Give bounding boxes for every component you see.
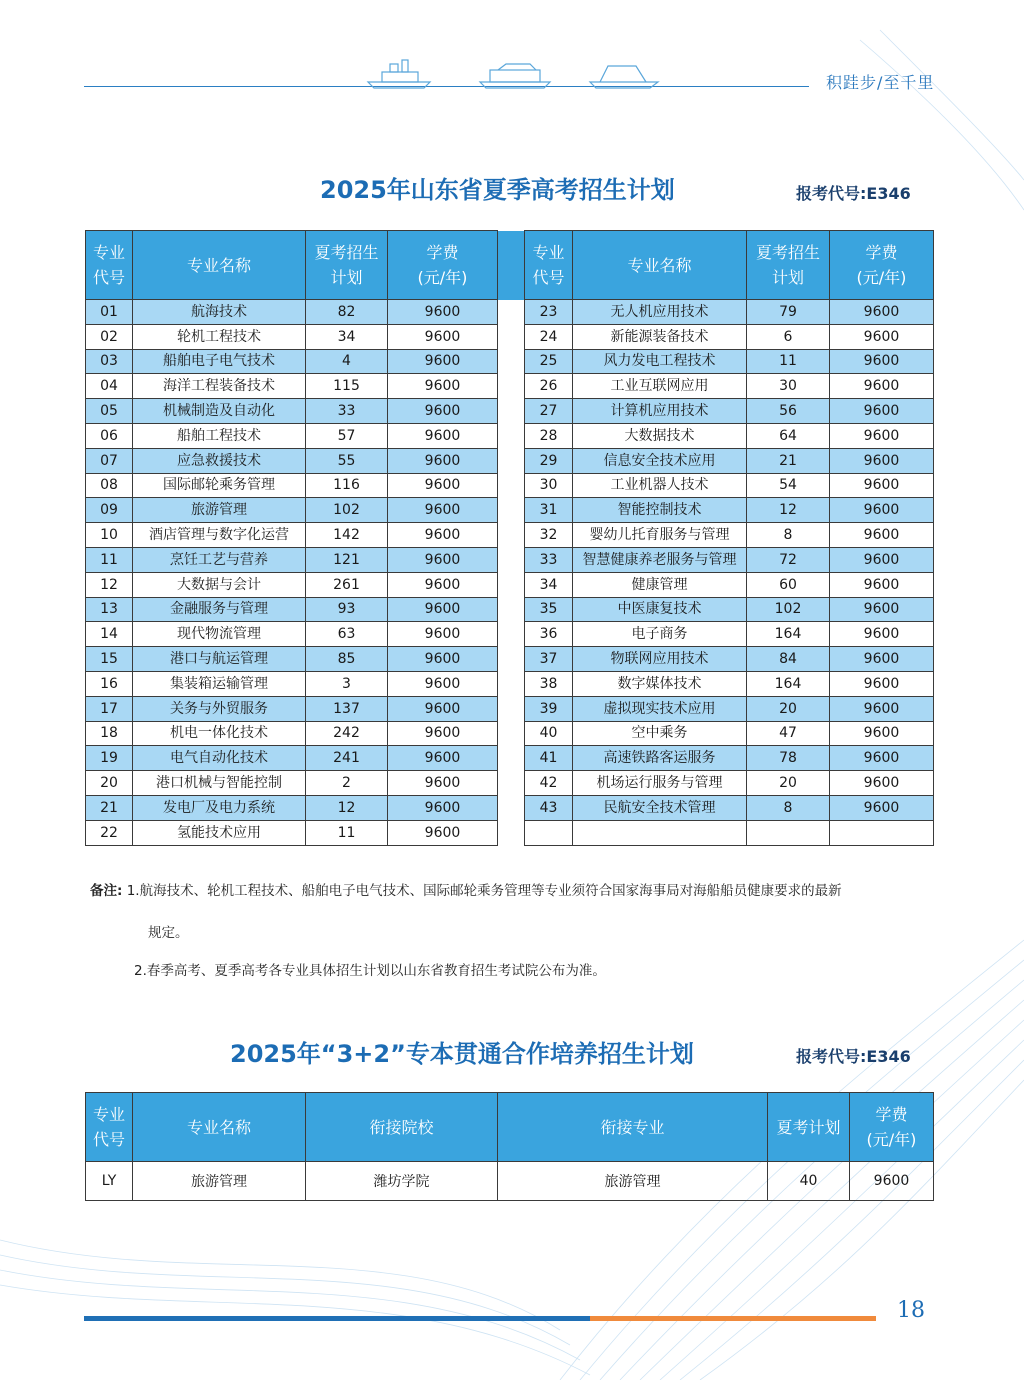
cell-fee: 9600 (830, 795, 934, 820)
cell-code: 08 (86, 473, 133, 498)
table-row (86, 671, 934, 696)
cell-fee: 9600 (850, 1162, 934, 1201)
cell-fee: 9600 (388, 696, 498, 721)
cell-quota: 6 (747, 324, 830, 349)
cell-code: 39 (525, 696, 573, 721)
cell-quota: 33 (306, 399, 388, 424)
table-row (86, 771, 934, 796)
cell-fee: 9600 (388, 746, 498, 771)
cell-quota: 164 (747, 671, 830, 696)
table-row (86, 622, 934, 647)
column-separator (498, 231, 525, 300)
cell-quota: 241 (306, 746, 388, 771)
cell-fee: 9600 (388, 399, 498, 424)
column-separator (498, 473, 525, 498)
cell-name: 大数据技术 (573, 423, 747, 448)
cell-name: 中医康复技术 (573, 597, 747, 622)
cell-code: 14 (86, 622, 133, 647)
cell-name: 酒店管理与数字化运营 (133, 523, 306, 548)
cell-fee: 9600 (830, 374, 934, 399)
cell-fee: 9600 (830, 523, 934, 548)
cell-name: 应急救援技术 (133, 448, 306, 473)
cell-code: 28 (525, 423, 573, 448)
column-separator (498, 696, 525, 721)
cell-fee: 9600 (830, 448, 934, 473)
cell-fee: 9600 (830, 473, 934, 498)
cell-code: 02 (86, 324, 133, 349)
cell-code: 19 (86, 746, 133, 771)
table-row (86, 597, 934, 622)
cell-name: 婴幼儿托育服务与管理 (573, 523, 747, 548)
through-title: 2025年“3+2”专本贯通合作培养招生计划 (230, 1040, 694, 1068)
cell-name: 现代物流管理 (133, 622, 306, 647)
cell-quota: 2 (306, 771, 388, 796)
cell-fee: 9600 (388, 795, 498, 820)
cell-name: 高速铁路客运服务 (573, 746, 747, 771)
cell-fee: 9600 (388, 622, 498, 647)
cell-name: 机械制造及自动化 (133, 399, 306, 424)
cell-fee: 9600 (388, 820, 498, 845)
table-row (86, 1162, 934, 1201)
note-1: 备注: 1.航海技术、轮机工程技术、船舶电子电气技术、国际邮轮乘务管理等专业须符合国家海事局对海船船员健康要求的最新 (90, 883, 842, 899)
through-exam-code: 报考代号:E346 (796, 1047, 911, 1066)
cell-quota (747, 820, 830, 845)
cell-code: 21 (86, 795, 133, 820)
cell-code (525, 820, 573, 845)
cell-fee: 9600 (388, 547, 498, 572)
cell-code: 25 (525, 349, 573, 374)
footer-bar-orange (590, 1316, 876, 1321)
table-row (86, 349, 934, 374)
column-separator (498, 448, 525, 473)
cell-code: 22 (86, 820, 133, 845)
column-separator (498, 349, 525, 374)
cell-name: 虚拟现实技术应用 (573, 696, 747, 721)
cell-fee: 9600 (830, 498, 934, 523)
cell-fee: 9600 (388, 423, 498, 448)
cell-code: 34 (525, 572, 573, 597)
table-row (86, 324, 934, 349)
cell-code: 23 (525, 300, 573, 325)
col-fee-header: 学费 (元/年) (830, 231, 934, 300)
cell-code: 04 (86, 374, 133, 399)
cell-fee: 9600 (830, 597, 934, 622)
col-code-header: 专业 代号 (525, 231, 573, 300)
table-row (86, 820, 934, 845)
cell-quota: 93 (306, 597, 388, 622)
cell-quota: 4 (306, 349, 388, 374)
cell-name: 烹饪工艺与营养 (133, 547, 306, 572)
cell-name: 风力发电工程技术 (573, 349, 747, 374)
cell-fee: 9600 (830, 622, 934, 647)
cell-fee: 9600 (388, 448, 498, 473)
note-2: 2.春季高考、夏季高考各专业具体招生计划以山东省教育招生考试院公布为准。 (134, 963, 606, 979)
cell-quota: 63 (306, 622, 388, 647)
cell-name: 港口机械与智能控制 (133, 771, 306, 796)
cell-code: 16 (86, 671, 133, 696)
table-row (86, 572, 934, 597)
cell-quota: 121 (306, 547, 388, 572)
cell-code: 43 (525, 795, 573, 820)
cell-code: 35 (525, 597, 573, 622)
cell-quota: 164 (747, 622, 830, 647)
col-name-header: 专业名称 (133, 1093, 306, 1162)
cell-code: 31 (525, 498, 573, 523)
cell-name: 航海技术 (133, 300, 306, 325)
cell-code: 12 (86, 572, 133, 597)
cell-quota: 11 (747, 349, 830, 374)
cell-fee: 9600 (830, 771, 934, 796)
cell-quota: 8 (747, 795, 830, 820)
cell-fee: 9600 (830, 399, 934, 424)
column-separator (498, 523, 525, 548)
cell-school: 潍坊学院 (306, 1162, 498, 1201)
cell-code: 42 (525, 771, 573, 796)
cell-name: 大数据与会计 (133, 572, 306, 597)
cell-fee: 9600 (388, 324, 498, 349)
cell-name: 智慧健康养老服务与管理 (573, 547, 747, 572)
cell-quota: 82 (306, 300, 388, 325)
cell-fee: 9600 (388, 597, 498, 622)
cell-code: 29 (525, 448, 573, 473)
cell-code: 36 (525, 622, 573, 647)
cell-fee: 9600 (388, 374, 498, 399)
table-row (86, 448, 934, 473)
cell-fee: 9600 (830, 696, 934, 721)
cell-name: 机场运行服务与管理 (573, 771, 747, 796)
cell-name: 发电厂及电力系统 (133, 795, 306, 820)
cell-code: 17 (86, 696, 133, 721)
column-separator (498, 423, 525, 448)
cell-fee: 9600 (388, 473, 498, 498)
cell-major: 旅游管理 (498, 1162, 768, 1201)
column-separator (498, 647, 525, 672)
cell-code: 20 (86, 771, 133, 796)
cell-fee: 9600 (388, 349, 498, 374)
cell-name: 海洋工程装备技术 (133, 374, 306, 399)
table-row (86, 721, 934, 746)
summer-plan-table (85, 230, 934, 846)
cell-code: 05 (86, 399, 133, 424)
cell-code: 38 (525, 671, 573, 696)
cell-fee: 9600 (388, 721, 498, 746)
cell-name: 空中乘务 (573, 721, 747, 746)
column-separator (498, 820, 525, 845)
column-separator (498, 300, 525, 325)
cell-fee: 9600 (388, 300, 498, 325)
col-quota-header: 夏考招生 计划 (747, 231, 830, 300)
cell-quota: 56 (747, 399, 830, 424)
cell-code: 11 (86, 547, 133, 572)
table-row (86, 473, 934, 498)
cell-name: 集装箱运输管理 (133, 671, 306, 696)
cell-name: 船舶工程技术 (133, 423, 306, 448)
cell-code: 27 (525, 399, 573, 424)
cell-code: 07 (86, 448, 133, 473)
cell-fee: 9600 (830, 671, 934, 696)
cell-name: 轮机工程技术 (133, 324, 306, 349)
cell-quota: 137 (306, 696, 388, 721)
cell-name: 工业机器人技术 (573, 473, 747, 498)
cell-fee: 9600 (830, 423, 934, 448)
plan-title: 2025年山东省夏季高考招生计划 (320, 176, 675, 204)
notes-label: 备注: (90, 883, 123, 899)
cell-quota: 34 (306, 324, 388, 349)
cell-code: 18 (86, 721, 133, 746)
cell-code: 40 (525, 721, 573, 746)
cell-quota: 40 (768, 1162, 850, 1201)
table-row (86, 795, 934, 820)
cell-quota: 60 (747, 572, 830, 597)
note-1-continued: 规定。 (148, 925, 189, 941)
column-separator (498, 671, 525, 696)
col-school-header: 衔接院校 (306, 1093, 498, 1162)
cell-quota: 57 (306, 423, 388, 448)
column-separator (498, 399, 525, 424)
through-plan-table (85, 1092, 934, 1201)
col-quota-header: 夏考招生 计划 (306, 231, 388, 300)
table-row (86, 374, 934, 399)
cell-quota: 102 (306, 498, 388, 523)
cell-quota: 21 (747, 448, 830, 473)
cell-name: 无人机应用技术 (573, 300, 747, 325)
cell-quota: 55 (306, 448, 388, 473)
cell-quota: 20 (747, 771, 830, 796)
cell-quota: 84 (747, 647, 830, 672)
cell-fee: 9600 (830, 647, 934, 672)
cell-code: 24 (525, 324, 573, 349)
cell-fee: 9600 (830, 721, 934, 746)
column-separator (498, 547, 525, 572)
col-code-header: 专业 代号 (86, 1093, 133, 1162)
cell-quota: 30 (747, 374, 830, 399)
cell-fee: 9600 (388, 647, 498, 672)
cell-name (573, 820, 747, 845)
cell-name: 信息安全技术应用 (573, 448, 747, 473)
cell-name: 关务与外贸服务 (133, 696, 306, 721)
col-fee-header: 学费 (元/年) (850, 1093, 934, 1162)
ships-icon (360, 54, 660, 90)
cell-name: 电气自动化技术 (133, 746, 306, 771)
cell-code: 41 (525, 746, 573, 771)
column-separator (498, 572, 525, 597)
cell-code: 01 (86, 300, 133, 325)
plan-exam-code: 报考代号:E346 (796, 184, 911, 203)
cell-quota: 12 (306, 795, 388, 820)
cell-code: 33 (525, 547, 573, 572)
cell-quota: 116 (306, 473, 388, 498)
column-separator (498, 374, 525, 399)
col-fee-header: 学费 (元/年) (388, 231, 498, 300)
cell-quota: 242 (306, 721, 388, 746)
cell-fee: 9600 (830, 547, 934, 572)
column-separator (498, 721, 525, 746)
table-row (86, 696, 934, 721)
cell-name: 旅游管理 (133, 1162, 306, 1201)
page-number: 18 (897, 1298, 925, 1323)
plan-header-row (86, 231, 934, 300)
cell-fee: 9600 (388, 523, 498, 548)
cell-fee: 9600 (830, 349, 934, 374)
cell-quota: 142 (306, 523, 388, 548)
col-name-header: 专业名称 (133, 231, 306, 300)
cell-fee: 9600 (830, 324, 934, 349)
cell-name: 新能源装备技术 (573, 324, 747, 349)
cell-fee: 9600 (830, 746, 934, 771)
cell-fee: 9600 (388, 671, 498, 696)
cell-quota: 47 (747, 721, 830, 746)
column-separator (498, 746, 525, 771)
cell-name: 物联网应用技术 (573, 647, 747, 672)
table-row (86, 498, 934, 523)
cell-quota: 3 (306, 671, 388, 696)
cell-name: 健康管理 (573, 572, 747, 597)
cell-quota: 78 (747, 746, 830, 771)
cell-code: 37 (525, 647, 573, 672)
cell-name: 计算机应用技术 (573, 399, 747, 424)
through-header-row (86, 1093, 934, 1162)
cell-code: 13 (86, 597, 133, 622)
column-separator (498, 795, 525, 820)
table-row (86, 300, 934, 325)
cell-quota: 54 (747, 473, 830, 498)
col-name-header: 专业名称 (573, 231, 747, 300)
column-separator (498, 597, 525, 622)
table-row (86, 399, 934, 424)
table-row (86, 523, 934, 548)
cell-quota: 261 (306, 572, 388, 597)
table-row (86, 647, 934, 672)
cell-name: 旅游管理 (133, 498, 306, 523)
cell-fee: 9600 (388, 572, 498, 597)
cell-name: 船舶电子电气技术 (133, 349, 306, 374)
column-separator (498, 771, 525, 796)
cell-name: 氢能技术应用 (133, 820, 306, 845)
cell-fee: 9600 (388, 498, 498, 523)
col-code-header: 专业 代号 (86, 231, 133, 300)
cell-code: 30 (525, 473, 573, 498)
cell-code: 32 (525, 523, 573, 548)
cell-code: LY (86, 1162, 133, 1201)
cell-name: 智能控制技术 (573, 498, 747, 523)
cell-fee: 9600 (388, 771, 498, 796)
column-separator (498, 324, 525, 349)
cell-quota: 102 (747, 597, 830, 622)
cell-code: 15 (86, 647, 133, 672)
cell-name: 国际邮轮乘务管理 (133, 473, 306, 498)
cell-fee: 9600 (830, 300, 934, 325)
col-major-header: 衔接专业 (498, 1093, 768, 1162)
cell-code: 09 (86, 498, 133, 523)
cell-code: 26 (525, 374, 573, 399)
header-motto: 积跬步/至千里 (826, 73, 935, 92)
table-row (86, 423, 934, 448)
cell-code: 10 (86, 523, 133, 548)
cell-code: 03 (86, 349, 133, 374)
cell-name: 机电一体化技术 (133, 721, 306, 746)
cell-quota: 72 (747, 547, 830, 572)
cell-name: 港口与航运管理 (133, 647, 306, 672)
col-quota-header: 夏考计划 (768, 1093, 850, 1162)
cell-fee: 9600 (830, 572, 934, 597)
cell-name: 金融服务与管理 (133, 597, 306, 622)
cell-code: 06 (86, 423, 133, 448)
cell-quota: 20 (747, 696, 830, 721)
cell-quota: 11 (306, 820, 388, 845)
cell-name: 民航安全技术管理 (573, 795, 747, 820)
footer-bar-blue (84, 1316, 590, 1321)
table-row (86, 746, 934, 771)
cell-name: 工业互联网应用 (573, 374, 747, 399)
table-row (86, 547, 934, 572)
column-separator (498, 622, 525, 647)
cell-quota: 64 (747, 423, 830, 448)
cell-quota: 12 (747, 498, 830, 523)
cell-quota: 8 (747, 523, 830, 548)
cell-quota: 79 (747, 300, 830, 325)
column-separator (498, 498, 525, 523)
cell-fee (830, 820, 934, 845)
cell-quota: 85 (306, 647, 388, 672)
cell-name: 电子商务 (573, 622, 747, 647)
cell-quota: 115 (306, 374, 388, 399)
cell-name: 数字媒体技术 (573, 671, 747, 696)
